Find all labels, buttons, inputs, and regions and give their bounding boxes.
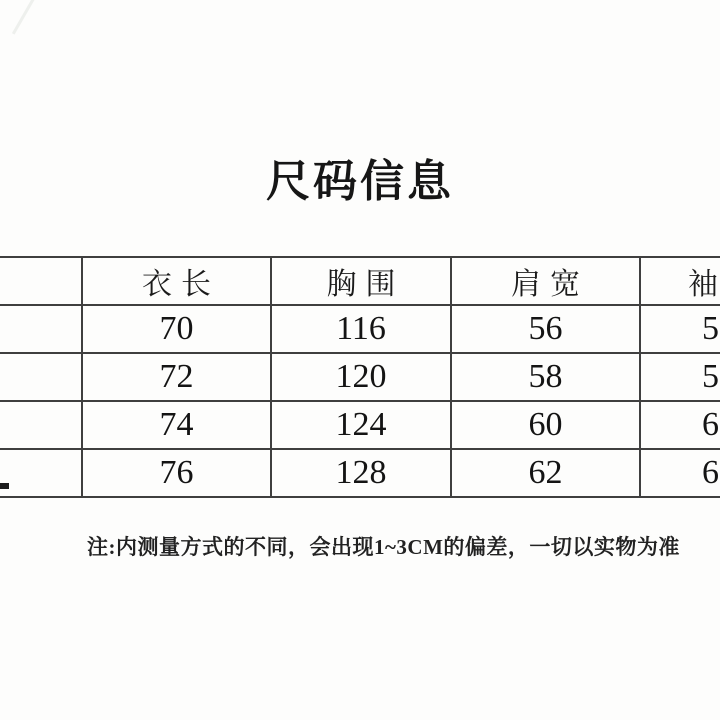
cell-size <box>0 401 82 449</box>
cell-chest: 128 <box>271 449 451 497</box>
cell-size <box>0 353 82 401</box>
cell-size <box>0 305 82 353</box>
table-row <box>0 449 720 497</box>
header-cell-chest: 胸围 <box>271 257 451 305</box>
header-cell-shoulder: 肩宽 <box>451 257 640 305</box>
corner-artifact <box>0 0 35 35</box>
cell-garment-length: 70 <box>82 305 271 353</box>
measurement-disclaimer-note: 注:内测量方式的不同，会出现1~3CM的偏差，一切以实物为准 <box>87 535 680 559</box>
cell-chest: 120 <box>271 353 451 401</box>
page-title: 尺码信息 <box>266 157 454 206</box>
header-cell-garment-length: 衣长 <box>82 257 271 305</box>
cell-shoulder: 62 <box>451 449 640 497</box>
size-table <box>0 256 720 498</box>
header-cell-sleeve: 袖 <box>640 257 720 305</box>
cell-sleeve: 6 <box>640 449 720 497</box>
cell-garment-length: 76 <box>82 449 271 497</box>
cell-garment-length: 74 <box>82 401 271 449</box>
cell-garment-length: 72 <box>82 353 271 401</box>
table-row <box>0 305 720 353</box>
cell-sleeve: 6 <box>640 401 720 449</box>
table-row <box>0 353 720 401</box>
table-row <box>0 401 720 449</box>
table-header-row <box>0 257 720 305</box>
header-cell-size <box>0 257 82 305</box>
cell-chest: 124 <box>271 401 451 449</box>
cell-size <box>0 449 82 497</box>
cell-sleeve: 5 <box>640 305 720 353</box>
cell-chest: 116 <box>271 305 451 353</box>
cell-shoulder: 58 <box>451 353 640 401</box>
cell-shoulder: 56 <box>451 305 640 353</box>
cell-sleeve: 5 <box>640 353 720 401</box>
clipped-size-label-fragment <box>0 483 9 489</box>
cell-shoulder: 60 <box>451 401 640 449</box>
